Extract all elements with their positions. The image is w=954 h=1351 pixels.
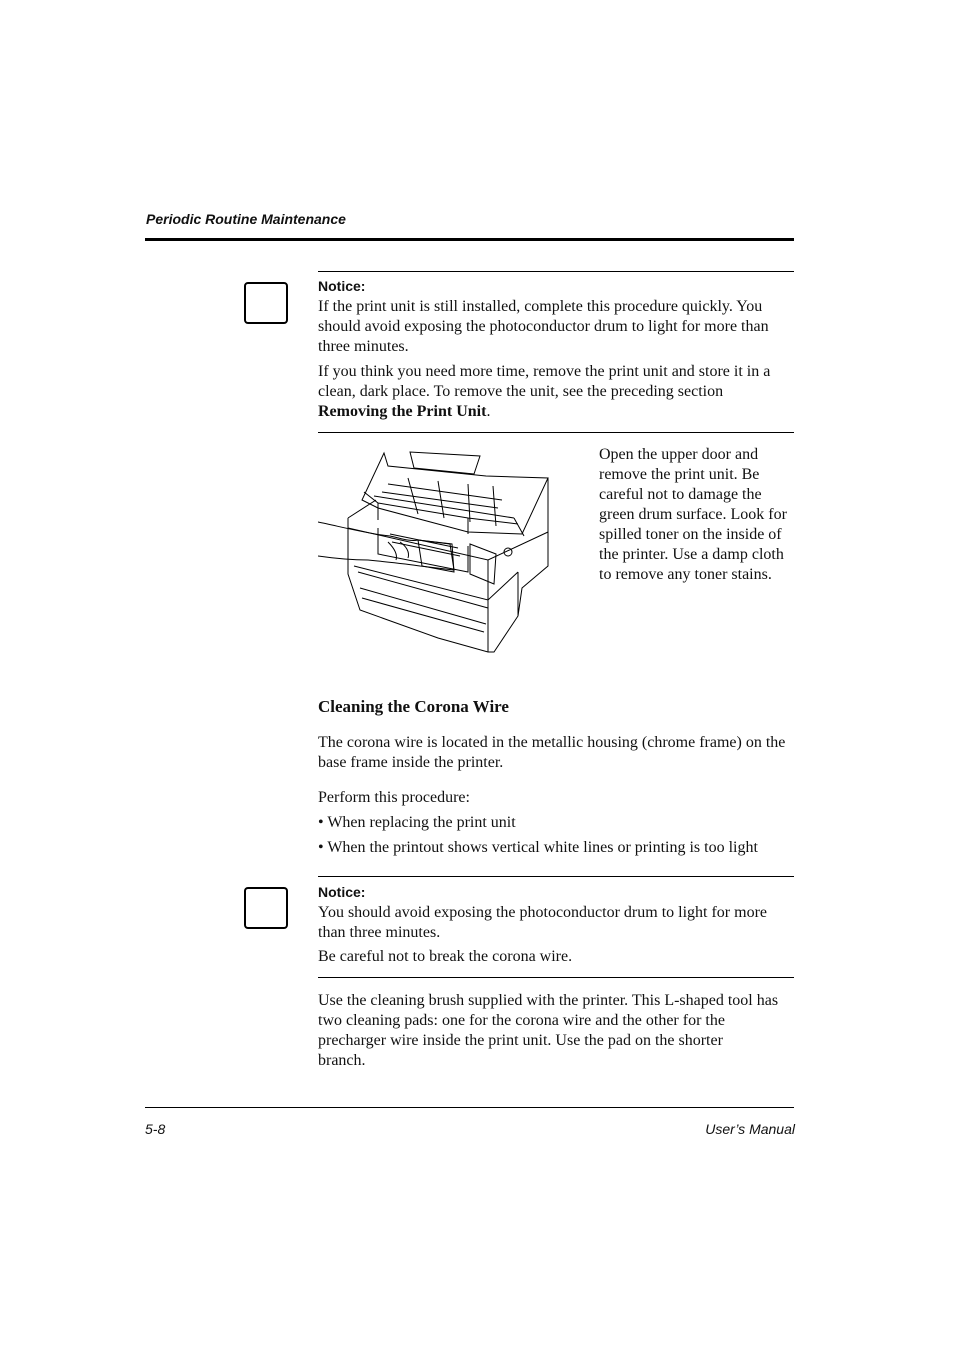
notice-top-rule	[318, 876, 794, 877]
notice-text-line: You should avoid exposing the photoconductor drum to light for more	[318, 904, 767, 921]
manual-title: User’s Manual	[705, 1121, 795, 1137]
figure-caption-line: the printer. Use a damp cloth	[599, 546, 784, 563]
notice-bottom-rule	[318, 432, 794, 433]
figure-caption-line: remove the print unit. Be	[599, 466, 760, 483]
notice-text-line: should avoid exposing the photoconductor drum to light for more than	[318, 318, 769, 335]
footer-rule	[145, 1107, 794, 1108]
bullet-item: • When replacing the print unit	[318, 814, 516, 831]
printer-cleaning-illustration	[318, 448, 554, 654]
notice-icon	[244, 282, 288, 324]
notice-icon	[244, 887, 288, 929]
notice-text-line: If you think you need more time, remove the print unit and store it in a	[318, 363, 771, 380]
paragraph-line: Perform this procedure:	[318, 789, 470, 806]
figure-caption-line: to remove any toner stains.	[599, 566, 772, 583]
paragraph-line: branch.	[318, 1052, 366, 1069]
notice-text-line: Be careful not to break the corona wire.	[318, 948, 573, 965]
notice-text-line: than three minutes.	[318, 924, 441, 941]
notice-text-line: three minutes.	[318, 338, 409, 355]
paragraph-line: precharger wire inside the print unit. Use the pad on the shorter	[318, 1032, 723, 1049]
paragraph-line: Use the cleaning brush supplied with the printer. This L-shaped tool has	[318, 992, 779, 1009]
notice-label: Notice:	[318, 884, 366, 900]
running-header: Periodic Routine Maintenance	[146, 211, 346, 227]
notice-text-line: clean, dark place. To remove the unit, see the preceding section	[318, 383, 724, 400]
figure-caption-line: Open the upper door and	[599, 446, 759, 463]
punctuation: .	[486, 403, 491, 420]
page-number: 5-8	[145, 1121, 166, 1137]
notice-top-rule	[318, 271, 794, 272]
notice-text-line: If the print unit is still installed, complete this procedure quickly. You	[318, 298, 763, 315]
figure-caption-line: green drum surface. Look for	[599, 506, 787, 523]
notice-text-line	[318, 402, 490, 422]
bullet-item: • When the printout shows vertical white lines or printing is too light	[318, 839, 758, 856]
figure-caption-line: spilled toner on the inside of	[599, 526, 782, 543]
header-rule	[145, 238, 794, 241]
section-heading: Cleaning the Corona Wire	[318, 697, 509, 716]
notice-bottom-rule	[318, 977, 794, 978]
paragraph-line: The corona wire is located in the metallic housing (chrome frame) on the	[318, 734, 786, 751]
figure-caption-line: careful not to damage the	[599, 486, 762, 503]
notice-label: Notice:	[318, 278, 366, 294]
paragraph-line: base frame inside the printer.	[318, 754, 504, 771]
paragraph-line: two cleaning pads: one for the corona wire and the other for the	[318, 1012, 725, 1029]
section-reference: Removing the Print Unit	[318, 403, 487, 420]
